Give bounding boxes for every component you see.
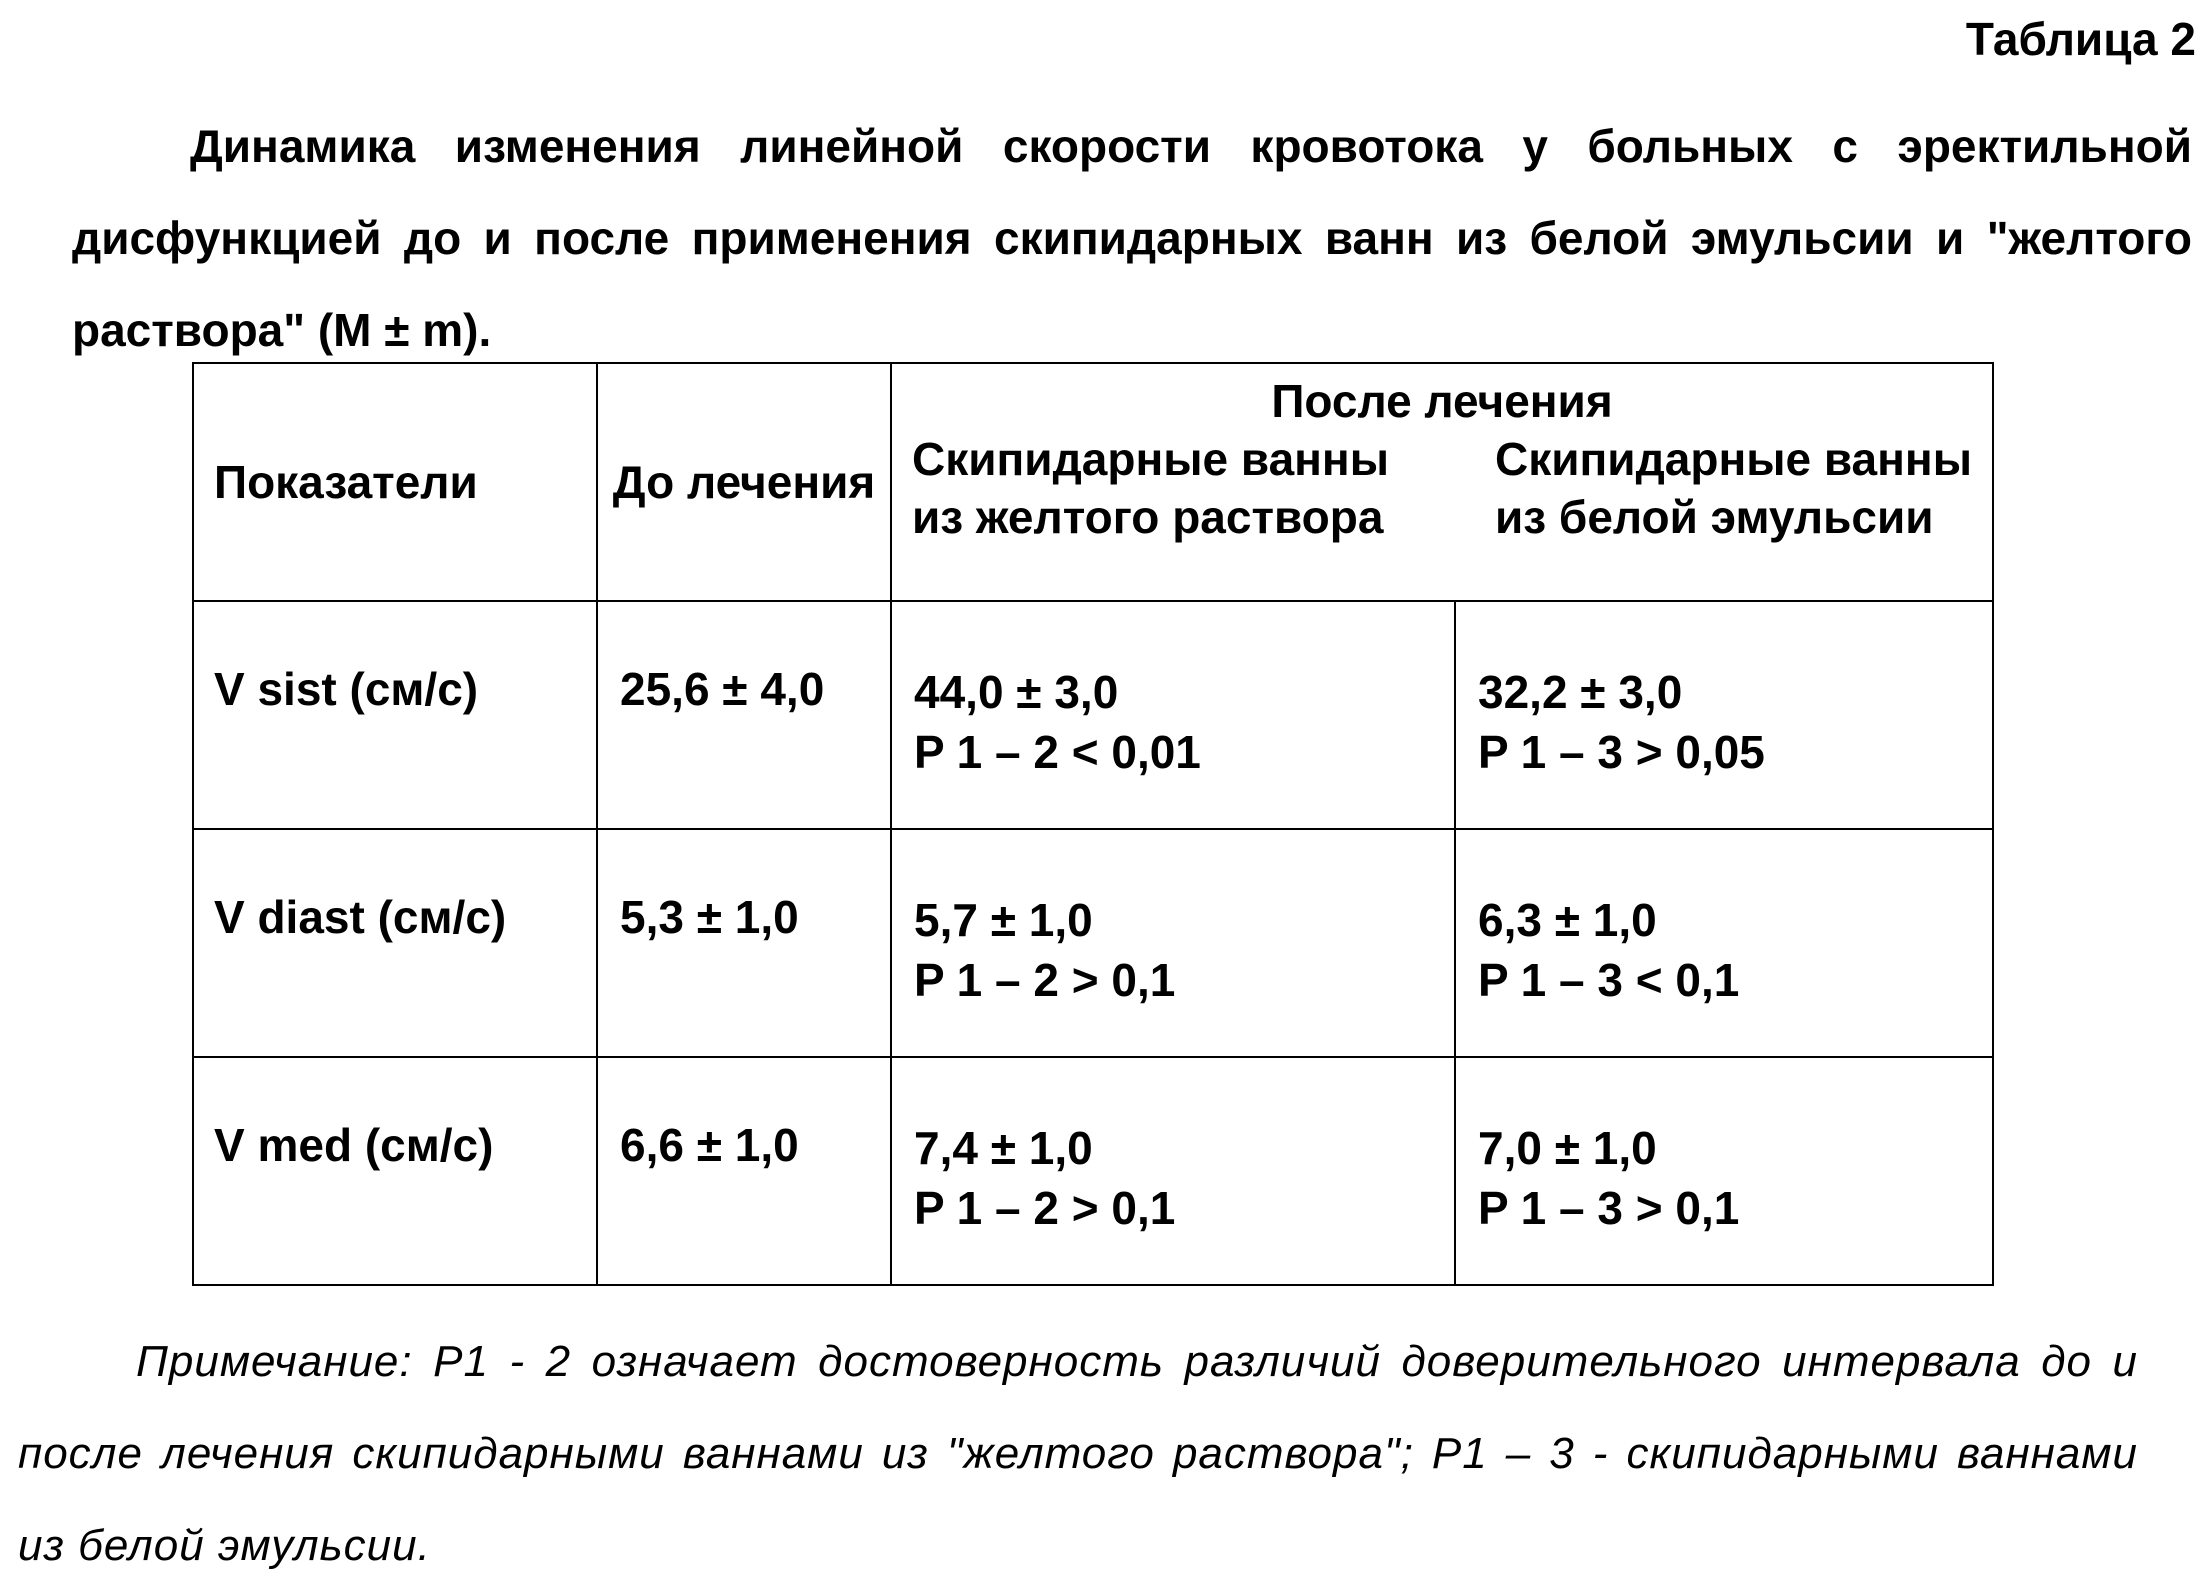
row-yellow-cell <box>891 1057 1455 1285</box>
table-number: Таблица 2 <box>1965 13 2196 65</box>
row-yellow-value: 44,0 ± 3,0 <box>914 666 1119 718</box>
table-row <box>193 601 1993 829</box>
row-white-cell <box>1455 601 1993 829</box>
row-white-value: 6,3 ± 1,0 <box>1478 894 1657 946</box>
row-yellow-cell <box>891 829 1455 1057</box>
header-yellow-line-1: Скипидарные ванны <box>912 433 1390 485</box>
row-yellow-p: P 1 – 2 > 0,1 <box>914 1182 1176 1234</box>
row-yellow-p: P 1 – 2 < 0,01 <box>914 726 1201 778</box>
row-before-value: 6,6 ± 1,0 <box>597 1057 891 1285</box>
row-before-value: 25,6 ± 4,0 <box>597 601 891 829</box>
row-white-cell <box>1455 829 1993 1057</box>
header-yellow-line-2: из желтого раствора <box>912 491 1384 543</box>
table-row <box>193 1057 1993 1285</box>
table-row <box>193 829 1993 1057</box>
header-white-emulsion <box>1495 430 1972 546</box>
row-yellow-p: P 1 – 2 > 0,1 <box>914 954 1176 1006</box>
table-header-row <box>193 363 1993 601</box>
row-yellow-value: 7,4 ± 1,0 <box>914 1122 1093 1174</box>
header-white-line-2: из белой эмульсии <box>1494 491 1934 543</box>
row-indicator: V med (см/с) <box>193 1057 597 1285</box>
table-note: Примечание: P1 - 2 означает достоверность различий доверительного интервала до и после лечения скипидарными ваннами из "желтого раствора"; P1 – 3 - скипидарными ваннами из белой эмульсии. <box>18 1337 2138 1570</box>
row-yellow-value: 5,7 ± 1,0 <box>914 894 1093 946</box>
row-indicator: V diast (см/с) <box>193 829 597 1057</box>
row-white-p: P 1 – 3 > 0,05 <box>1478 726 1765 778</box>
header-after-title: После лечения <box>1271 375 1613 427</box>
row-white-value: 7,0 ± 1,0 <box>1478 1122 1657 1174</box>
row-indicator: V sist (см/с) <box>193 601 597 829</box>
row-white-p: P 1 – 3 > 0,1 <box>1478 1182 1740 1234</box>
row-yellow-cell <box>891 601 1455 829</box>
row-white-value: 32,2 ± 3,0 <box>1478 666 1683 718</box>
header-before-treatment: До лечения <box>597 363 891 601</box>
header-indicator: Показатели <box>193 363 597 601</box>
header-after-treatment <box>891 363 1993 601</box>
row-white-p: P 1 – 3 < 0,1 <box>1478 954 1740 1006</box>
table-caption: Динамика изменения линейной скорости кровотока у больных с эректильной дисфункцией до и после применения скипидарных ванн из белой эмульсии и "желтого раствора" (M ± m). <box>72 120 2192 356</box>
header-yellow-solution <box>912 430 1389 546</box>
row-before-value: 5,3 ± 1,0 <box>597 829 891 1057</box>
data-table <box>192 362 1994 1286</box>
header-white-line-1: Скипидарные ванны <box>1494 433 1972 485</box>
row-white-cell <box>1455 1057 1993 1285</box>
header-after-subheads <box>912 430 1972 546</box>
